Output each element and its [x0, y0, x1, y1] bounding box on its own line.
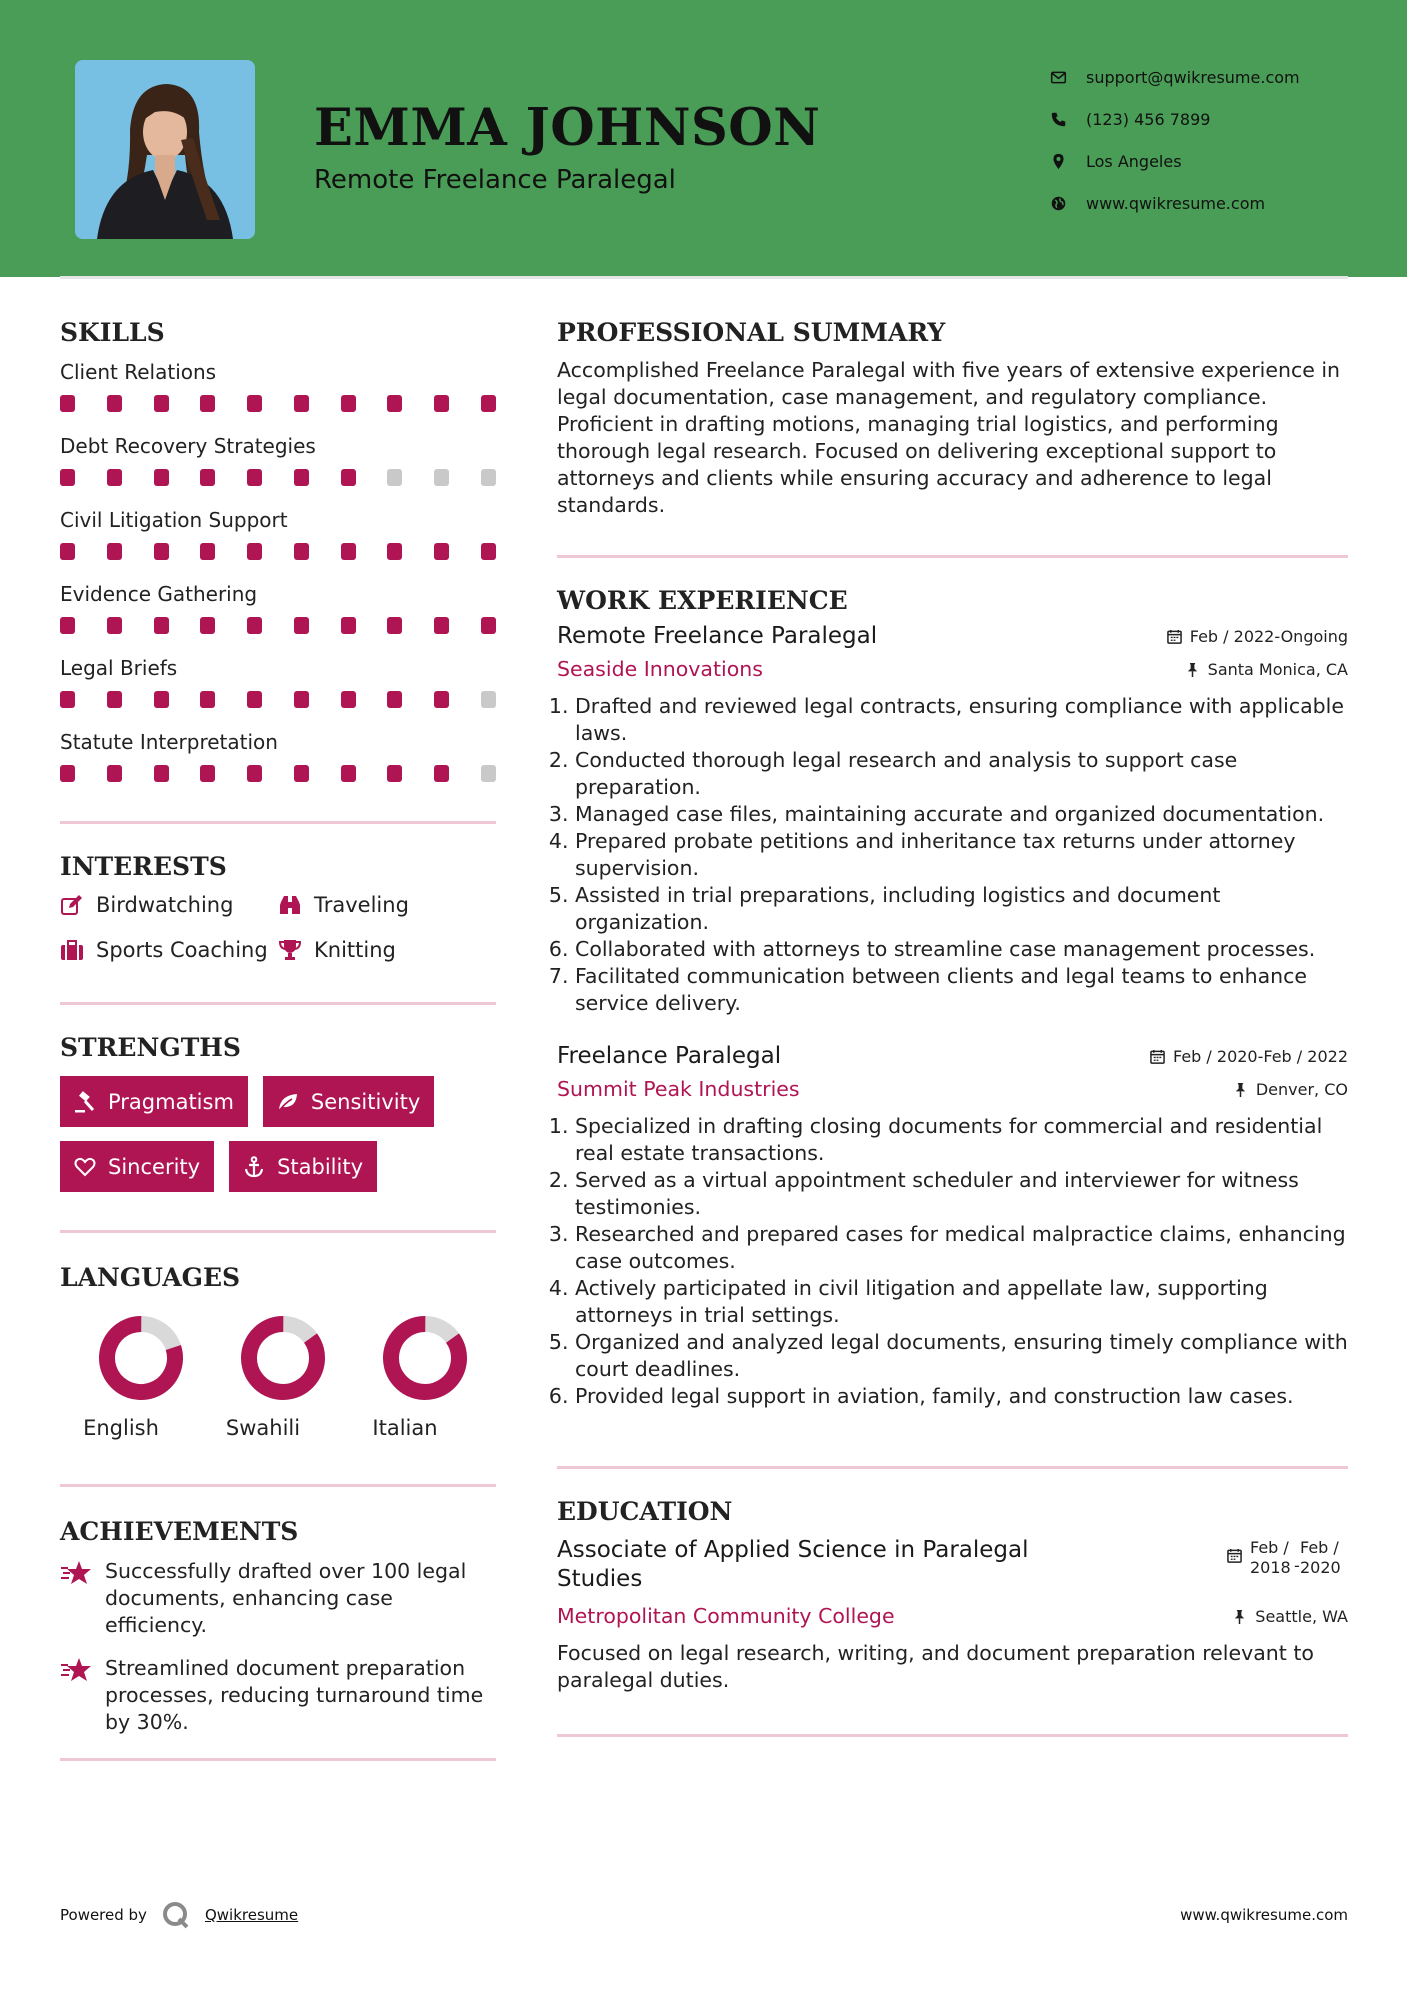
- language-name: English: [83, 1416, 159, 1440]
- gavel-icon: [74, 1091, 96, 1113]
- skill-rating-dot: [200, 469, 215, 486]
- contact-website-text: www.qwikresume.com: [1086, 193, 1266, 213]
- skill-rating-dot: [294, 395, 309, 412]
- achievements-section: [60, 1517, 496, 1736]
- language-item: [70, 1314, 212, 1440]
- languages-section: [60, 1263, 496, 1440]
- job-title: Remote Freelance Paralegal: [557, 623, 878, 649]
- skill-rating-dot: [434, 765, 449, 782]
- skill-rating-dot: [481, 765, 496, 782]
- summary-text: Accomplished Freelance Paralegal with five years of extensive experience in legal documentation, case management, and regulatory compliance. Proficient in drafting motions, managing trial logistics, and performing thorough legal research. Focused on delivering exceptional support to attorneys and clients while ensuring accuracy and adherence to legal standards.: [557, 358, 1341, 517]
- skill-rating-dot: [341, 691, 356, 708]
- skill-name: Legal Briefs: [60, 656, 178, 680]
- skill-rating: [60, 461, 496, 505]
- skill-rating-dot: [481, 691, 496, 708]
- skill-rating-dot: [294, 765, 309, 782]
- job-location-text: Denver, CO: [1255, 1079, 1348, 1099]
- phone-icon: [1050, 111, 1086, 128]
- skill-rating-dot: [200, 543, 215, 560]
- languages-title: LANGUAGES: [60, 1263, 241, 1292]
- header-banner: [0, 0, 1407, 277]
- skill-rating-dot: [200, 617, 215, 634]
- skill-rating-dot: [387, 765, 402, 782]
- pin-icon: [1232, 1609, 1247, 1624]
- job-dates-text: Feb / 2022-Ongoing: [1189, 626, 1348, 646]
- interest-label: Knitting: [314, 938, 396, 962]
- strength-label: Stability: [277, 1154, 364, 1179]
- interest-item: [60, 891, 278, 919]
- job-location-text: Santa Monica, CA: [1207, 659, 1348, 679]
- job-header: [557, 1043, 1348, 1069]
- education-header: [557, 1536, 1348, 1594]
- duty-item: 4. Actively participated in civil litigation and appellate law, supporting attorneys in trial settings.: [575, 1275, 1348, 1329]
- job-location: [1185, 657, 1348, 681]
- language-level-ring: [239, 1314, 327, 1402]
- section-divider: [60, 821, 496, 824]
- interest-item: [278, 936, 496, 964]
- anchor-icon: [243, 1156, 265, 1178]
- skill-rating-dot: [60, 543, 75, 560]
- language-level-ring: [381, 1314, 469, 1402]
- left-column: [60, 318, 496, 1761]
- strength-label: Sincerity: [108, 1154, 201, 1179]
- skill-rating-dot: [481, 543, 496, 560]
- skill-name: Debt Recovery Strategies: [60, 434, 316, 458]
- contact-email-text: support@qwikresume.com: [1086, 67, 1300, 87]
- education-dates: [1227, 1538, 1348, 1594]
- skill-rating-dot: [387, 543, 402, 560]
- contact-email[interactable]: [1050, 56, 1370, 98]
- section-divider: [60, 1002, 496, 1005]
- interests-section: [60, 852, 496, 964]
- skill-rating-dot: [341, 617, 356, 634]
- skill-rating-dot: [107, 395, 122, 412]
- contact-location: [1050, 140, 1370, 182]
- skill-rating-dot: [294, 617, 309, 634]
- section-divider: [60, 1230, 496, 1233]
- skills-section: [60, 318, 496, 801]
- education-end-line1: Feb /: [1300, 1538, 1339, 1557]
- heart-icon: [74, 1156, 96, 1178]
- globe-icon: [1050, 195, 1086, 212]
- strengths-list: [60, 1076, 496, 1192]
- contact-phone-text: (123) 456 7899: [1086, 109, 1211, 129]
- skill-rating: [60, 609, 496, 653]
- job-location: [1233, 1077, 1348, 1101]
- skill-rating-dot: [341, 395, 356, 412]
- education-location-text: Seattle, WA: [1255, 1606, 1348, 1626]
- education-location: [1232, 1604, 1348, 1628]
- interest-label: Birdwatching: [96, 893, 234, 917]
- briefcase-icon: [60, 939, 84, 961]
- skill-rating-dot: [481, 469, 496, 486]
- section-divider: [60, 1758, 496, 1761]
- degree-title: Associate of Applied Science in Paralegal Studies: [557, 1537, 1029, 1592]
- skill-rating-dot: [341, 469, 356, 486]
- summary-title: PROFESSIONAL SUMMARY: [557, 318, 946, 347]
- interest-label: Traveling: [314, 893, 409, 917]
- experience-title: WORK EXPERIENCE: [557, 586, 848, 615]
- language-item: [354, 1314, 496, 1440]
- skill-rating-dot: [294, 543, 309, 560]
- calendar-icon: [1227, 1548, 1242, 1563]
- skill-rating-dot: [247, 617, 262, 634]
- language-name: Italian: [372, 1416, 438, 1440]
- skill-rating-dot: [200, 395, 215, 412]
- duty-item: 1. Specialized in drafting closing documents for commercial and residential real estate transactions.: [575, 1113, 1348, 1167]
- profile-photo: [75, 60, 255, 239]
- education-subheader: [557, 1604, 1348, 1628]
- leaf-icon: [277, 1091, 299, 1113]
- contact-location-text: Los Angeles: [1086, 151, 1182, 171]
- job-entry: [557, 1043, 1348, 1410]
- skill-rating-dot: [107, 469, 122, 486]
- envelope-icon: [1050, 69, 1086, 86]
- job-entry: [557, 623, 1348, 1017]
- skill-name: Statute Interpretation: [60, 730, 278, 754]
- skill-rating-dot: [200, 691, 215, 708]
- skill-rating-dot: [294, 469, 309, 486]
- skill-rating-dot: [247, 469, 262, 486]
- skills-title: SKILLS: [60, 318, 165, 347]
- strength-tag: [263, 1076, 434, 1127]
- avatar: [75, 60, 255, 239]
- skill-rating-dot: [60, 395, 75, 412]
- skills-list: [60, 357, 496, 801]
- footer-website[interactable]: www.qwikresume.com: [1180, 1906, 1348, 1924]
- skill-name: Civil Litigation Support: [60, 508, 288, 532]
- language-ring-fill: [381, 1314, 469, 1402]
- skill-name: Evidence Gathering: [60, 582, 258, 606]
- skill-rating: [60, 757, 496, 801]
- skill-rating-dot: [60, 691, 75, 708]
- duty-item: 3. Managed case files, maintaining accurate and organized documentation.: [575, 801, 1348, 828]
- skill-rating-dot: [154, 469, 169, 486]
- language-ring-fill: [98, 1315, 184, 1401]
- education-section: [557, 1497, 1348, 1694]
- skill-rating-dot: [387, 617, 402, 634]
- candidate-name: EMMA JOHNSON: [314, 98, 821, 158]
- pin-icon: [1185, 662, 1200, 677]
- strength-label: Pragmatism: [108, 1089, 234, 1114]
- skill-rating-dot: [107, 543, 122, 560]
- education-date-separator: -: [1294, 1556, 1300, 1575]
- strengths-section: [60, 1033, 496, 1192]
- job-subheader: [557, 657, 1348, 681]
- strengths-title: STRENGTHS: [60, 1033, 241, 1062]
- star-icon: [60, 1560, 92, 1586]
- skill-rating-dot: [154, 617, 169, 634]
- skill-rating-dot: [247, 395, 262, 412]
- skill-rating-dot: [107, 691, 122, 708]
- education-start-line2: 2018: [1250, 1558, 1291, 1577]
- map-marker-icon: [1050, 153, 1086, 170]
- skill-rating-dot: [107, 765, 122, 782]
- edit-icon: [60, 894, 84, 916]
- skill-rating: [60, 535, 496, 579]
- achievement-item: [60, 1558, 496, 1639]
- header-divider: [60, 276, 1348, 279]
- trophy-icon: [278, 939, 302, 961]
- language-ring-fill: [239, 1314, 327, 1402]
- achievement-text: Streamlined document preparation processes, reducing turnaround time by 30%.: [105, 1656, 484, 1734]
- education-end: [1300, 1538, 1348, 1578]
- skill-rating-dot: [434, 543, 449, 560]
- interest-item: [60, 936, 278, 964]
- duty-item: 4. Prepared probate petitions and inheritance tax returns under attorney supervision.: [575, 828, 1348, 882]
- right-column: [557, 318, 1348, 1737]
- duty-item: 3. Researched and prepared cases for medical malpractice claims, enhancing case outcomes.: [575, 1221, 1348, 1275]
- job-title: Freelance Paralegal: [557, 1043, 782, 1069]
- skill-rating-dot: [481, 395, 496, 412]
- skill-rating-dot: [200, 765, 215, 782]
- section-divider: [557, 555, 1348, 558]
- skill-rating-dot: [294, 691, 309, 708]
- section-divider: [60, 1484, 496, 1487]
- contact-info: [1050, 56, 1370, 224]
- duty-item: 6. Provided legal support in aviation, family, and construction law cases.: [575, 1383, 1348, 1410]
- language-level-ring: [97, 1314, 185, 1402]
- skill-rating: [60, 683, 496, 727]
- skill-rating-dot: [247, 691, 262, 708]
- skill-rating-dot: [154, 395, 169, 412]
- skill-rating-dot: [60, 765, 75, 782]
- qwikresume-logo-icon: [161, 1900, 191, 1930]
- qwikresume-link[interactable]: Qwikresume: [204, 1906, 299, 1924]
- job-company: Summit Peak Industries: [557, 1077, 800, 1101]
- job-duties: [557, 693, 1348, 1017]
- binoculars-icon: [278, 894, 302, 916]
- skill-rating-dot: [60, 617, 75, 634]
- duty-item: 5. Organized and analyzed legal documents, ensuring timely compliance with court deadlines.: [575, 1329, 1348, 1383]
- experience-section: [557, 586, 1348, 1410]
- achievements-title: ACHIEVEMENTS: [60, 1517, 299, 1546]
- strength-tag: [60, 1076, 248, 1127]
- summary-section: [557, 318, 1348, 519]
- contact-phone[interactable]: [1050, 98, 1370, 140]
- skill-rating-dot: [434, 395, 449, 412]
- skill-rating-dot: [341, 765, 356, 782]
- duty-item: 6. Collaborated with attorneys to streamline case management processes.: [575, 936, 1348, 963]
- skill-rating-dot: [107, 617, 122, 634]
- powered-by: [60, 1900, 298, 1930]
- pin-icon: [1233, 1082, 1248, 1097]
- skill-rating-dot: [341, 543, 356, 560]
- strength-label: Sensitivity: [310, 1089, 421, 1114]
- duty-item: 5. Assisted in trial preparations, including logistics and document organization.: [575, 882, 1348, 936]
- calendar-icon: [1167, 629, 1182, 644]
- duty-item: 2. Conducted thorough legal research and analysis to support case preparation.: [575, 747, 1348, 801]
- skill-rating-dot: [434, 691, 449, 708]
- education-start-line1: Feb /: [1250, 1538, 1289, 1557]
- strength-tag: [60, 1141, 214, 1192]
- duty-item: 7. Facilitated communication between clients and legal teams to enhance service delivery.: [575, 963, 1348, 1017]
- skill-name: Client Relations: [60, 360, 217, 384]
- job-header: [557, 623, 1348, 649]
- school-name: Metropolitan Community College: [557, 1604, 895, 1628]
- skill-rating-dot: [154, 765, 169, 782]
- language-name: Swahili: [225, 1416, 301, 1440]
- star-icon: [60, 1657, 92, 1683]
- duty-item: 1. Drafted and reviewed legal contracts, ensuring compliance with applicable laws.: [575, 693, 1348, 747]
- languages-list: [70, 1314, 496, 1440]
- skill-rating-dot: [154, 691, 169, 708]
- duty-item: 2. Served as a virtual appointment scheduler and interviewer for witness testimonies.: [575, 1167, 1348, 1221]
- footer: [60, 1900, 1348, 1930]
- skill-rating-dot: [247, 543, 262, 560]
- interests-list: [60, 891, 496, 964]
- section-divider: [557, 1466, 1348, 1469]
- achievement-item: [60, 1655, 496, 1736]
- job-dates-text: Feb / 2020-Feb / 2022: [1173, 1046, 1348, 1066]
- job-dates: [1150, 1043, 1348, 1069]
- skill-rating-dot: [387, 395, 402, 412]
- skill-rating-dot: [434, 617, 449, 634]
- job-dates: [1167, 623, 1348, 649]
- interest-item: [278, 891, 496, 919]
- contact-website[interactable]: [1050, 182, 1370, 224]
- skill-rating-dot: [60, 469, 75, 486]
- candidate-role: Remote Freelance Paralegal: [314, 165, 676, 195]
- interest-label: Sports Coaching: [96, 938, 268, 962]
- strength-tag: [229, 1141, 377, 1192]
- job-subheader: [557, 1077, 1348, 1101]
- skill-rating-dot: [387, 469, 402, 486]
- achievement-text: Successfully drafted over 100 legal documents, enhancing case efficiency.: [105, 1559, 467, 1637]
- education-description: Focused on legal research, writing, and document preparation relevant to paralegal duties.: [557, 1641, 1314, 1692]
- education-title: EDUCATION: [557, 1497, 733, 1526]
- job-duties: [557, 1113, 1348, 1410]
- skill-rating-dot: [481, 617, 496, 634]
- education-end-line2: 2020: [1300, 1558, 1341, 1577]
- calendar-icon: [1150, 1049, 1165, 1064]
- job-company: Seaside Innovations: [557, 657, 763, 681]
- education-start: [1250, 1538, 1294, 1578]
- skill-rating-dot: [434, 469, 449, 486]
- skill-rating-dot: [247, 765, 262, 782]
- language-item: [212, 1314, 354, 1440]
- skill-rating: [60, 387, 496, 431]
- skill-rating-dot: [387, 691, 402, 708]
- interests-title: INTERESTS: [60, 852, 227, 881]
- skill-rating-dot: [154, 543, 169, 560]
- powered-by-label: Powered by: [60, 1906, 147, 1924]
- section-divider: [557, 1734, 1348, 1737]
